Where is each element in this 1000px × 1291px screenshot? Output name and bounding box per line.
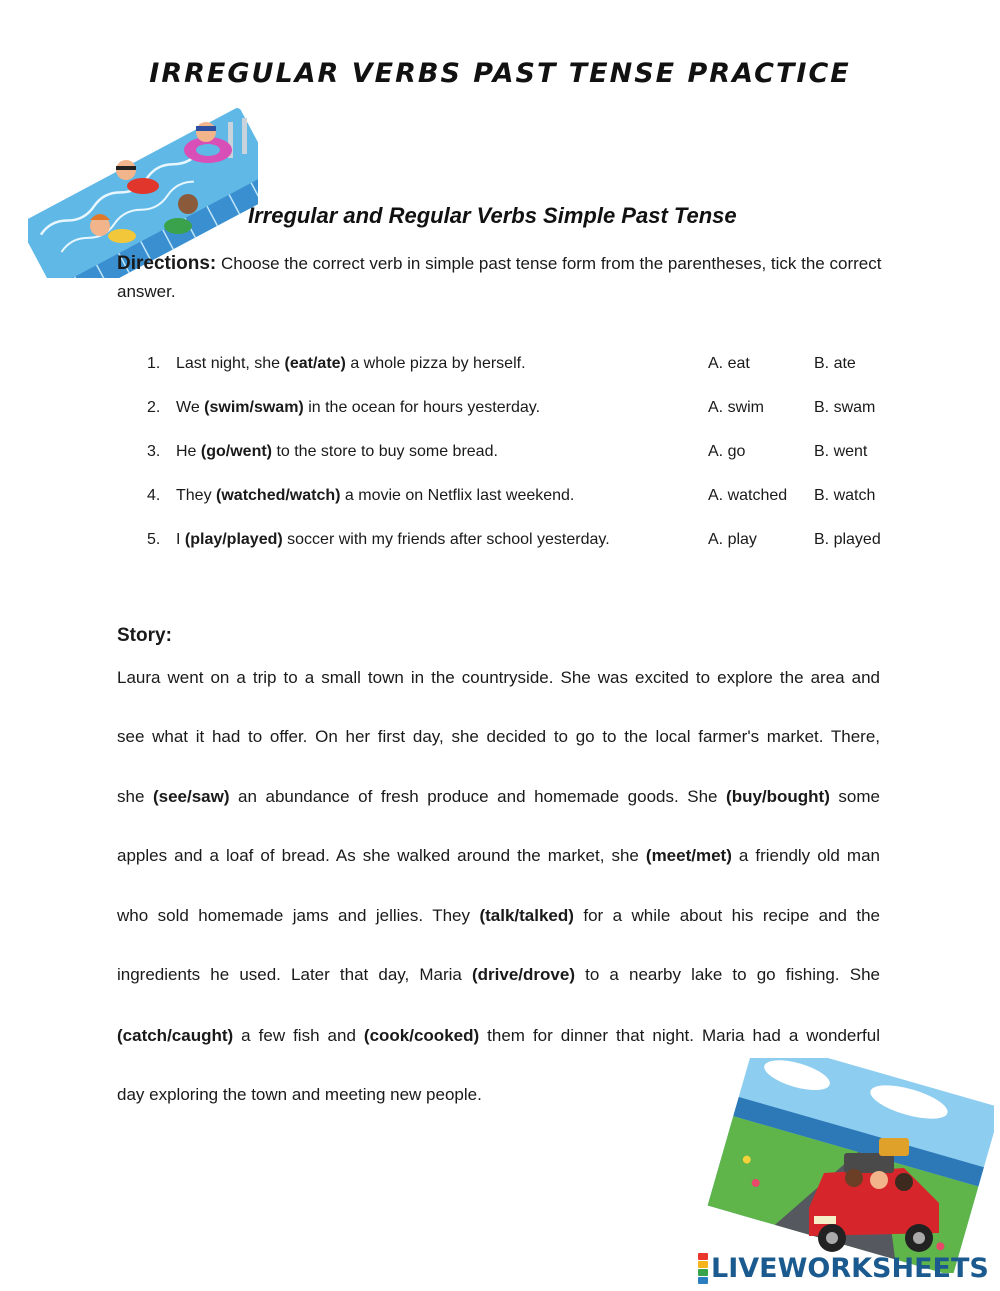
verb-choice: (meet/met) xyxy=(645,846,732,865)
liveworksheets-logo[interactable] xyxy=(698,1253,989,1283)
question-number: 2. xyxy=(147,399,161,416)
road-trip-car-illustration xyxy=(704,1058,994,1273)
option-a[interactable]: A. swim xyxy=(708,399,764,416)
option-b[interactable]: B. played xyxy=(814,531,881,548)
liveworksheets-mark-icon xyxy=(698,1253,708,1284)
story-line: (catch/caught) a few fish and (cook/cooked) them for dinner that night. Maria had a wonderful xyxy=(117,1026,880,1045)
option-a[interactable]: A. watched xyxy=(708,487,788,504)
worksheet-title: IRREGULAR VERBS PAST TENSE PRACTICE xyxy=(149,58,851,89)
story-line: see what it had to offer. On her first day, she decided to go to the local farmer's market. There, xyxy=(117,727,880,746)
brand-text: LIVEWORKSHEETS xyxy=(711,1252,989,1284)
story-line: who sold homemade jams and jellies. They (talk/talked) for a while about his recipe and the xyxy=(117,906,881,925)
question-number: 3. xyxy=(147,443,161,460)
story-line: ingredients he used. Later that day, Maria (drive/drove) to a nearby lake to go fishing. She xyxy=(117,965,880,984)
option-b[interactable]: B. went xyxy=(814,443,868,460)
option-a[interactable]: A. go xyxy=(708,443,746,460)
question-row xyxy=(147,484,907,528)
verb-choice: (cook/cooked) xyxy=(363,1026,480,1045)
verb-choice: (catch/caught) xyxy=(117,1026,234,1045)
option-a[interactable]: A. play xyxy=(708,531,757,548)
option-b[interactable]: B. ate xyxy=(814,355,856,372)
directions-text: Choose the correct verb in simple past tense form from the parentheses, tick the correct answer. xyxy=(117,254,882,301)
question-text: They (watched/watch) a movie on Netflix last weekend. xyxy=(176,487,575,504)
question-row xyxy=(147,396,907,440)
story-line: apples and a loaf of bread. As she walked around the market, she (meet/met) a friendly old man xyxy=(117,846,880,865)
verb-choice: (talk/talked) xyxy=(479,906,574,925)
question-text: We (swim/swam) in the ocean for hours yesterday. xyxy=(176,399,541,416)
story-line: she (see/saw) an abundance of fresh produce and homemade goods. She (buy/bought) some xyxy=(117,787,880,806)
question-text: I (play/played) soccer with my friends after school yesterday. xyxy=(176,531,610,548)
verb-choice: (see/saw) xyxy=(152,787,230,806)
question-text: Last night, she (eat/ate) a whole pizza by herself. xyxy=(176,355,526,372)
question-row xyxy=(147,440,907,484)
question-number: 1. xyxy=(147,355,161,372)
option-a[interactable]: A. eat xyxy=(708,355,750,372)
option-b[interactable]: B. swam xyxy=(814,399,876,416)
question-list xyxy=(147,352,907,572)
worksheet-subtitle: Irregular and Regular Verbs Simple Past Tense xyxy=(248,203,737,228)
question-number: 5. xyxy=(147,531,161,548)
question-text: He (go/went) to the store to buy some bread. xyxy=(176,443,498,460)
option-b[interactable]: B. watch xyxy=(814,487,876,504)
story-line: Laura went on a trip to a small town in the countryside. She was excited to explore the area and xyxy=(117,668,880,687)
verb-choice: (buy/bought) xyxy=(726,787,830,806)
story-line: day exploring the town and meeting new people. xyxy=(117,1085,482,1104)
question-row xyxy=(147,528,907,572)
verb-choice: (drive/drove) xyxy=(472,965,575,984)
question-number: 4. xyxy=(147,487,161,504)
question-row xyxy=(147,352,907,396)
directions xyxy=(117,250,887,306)
story-heading: Story: xyxy=(117,625,172,646)
directions-label: Directions: xyxy=(117,253,217,274)
